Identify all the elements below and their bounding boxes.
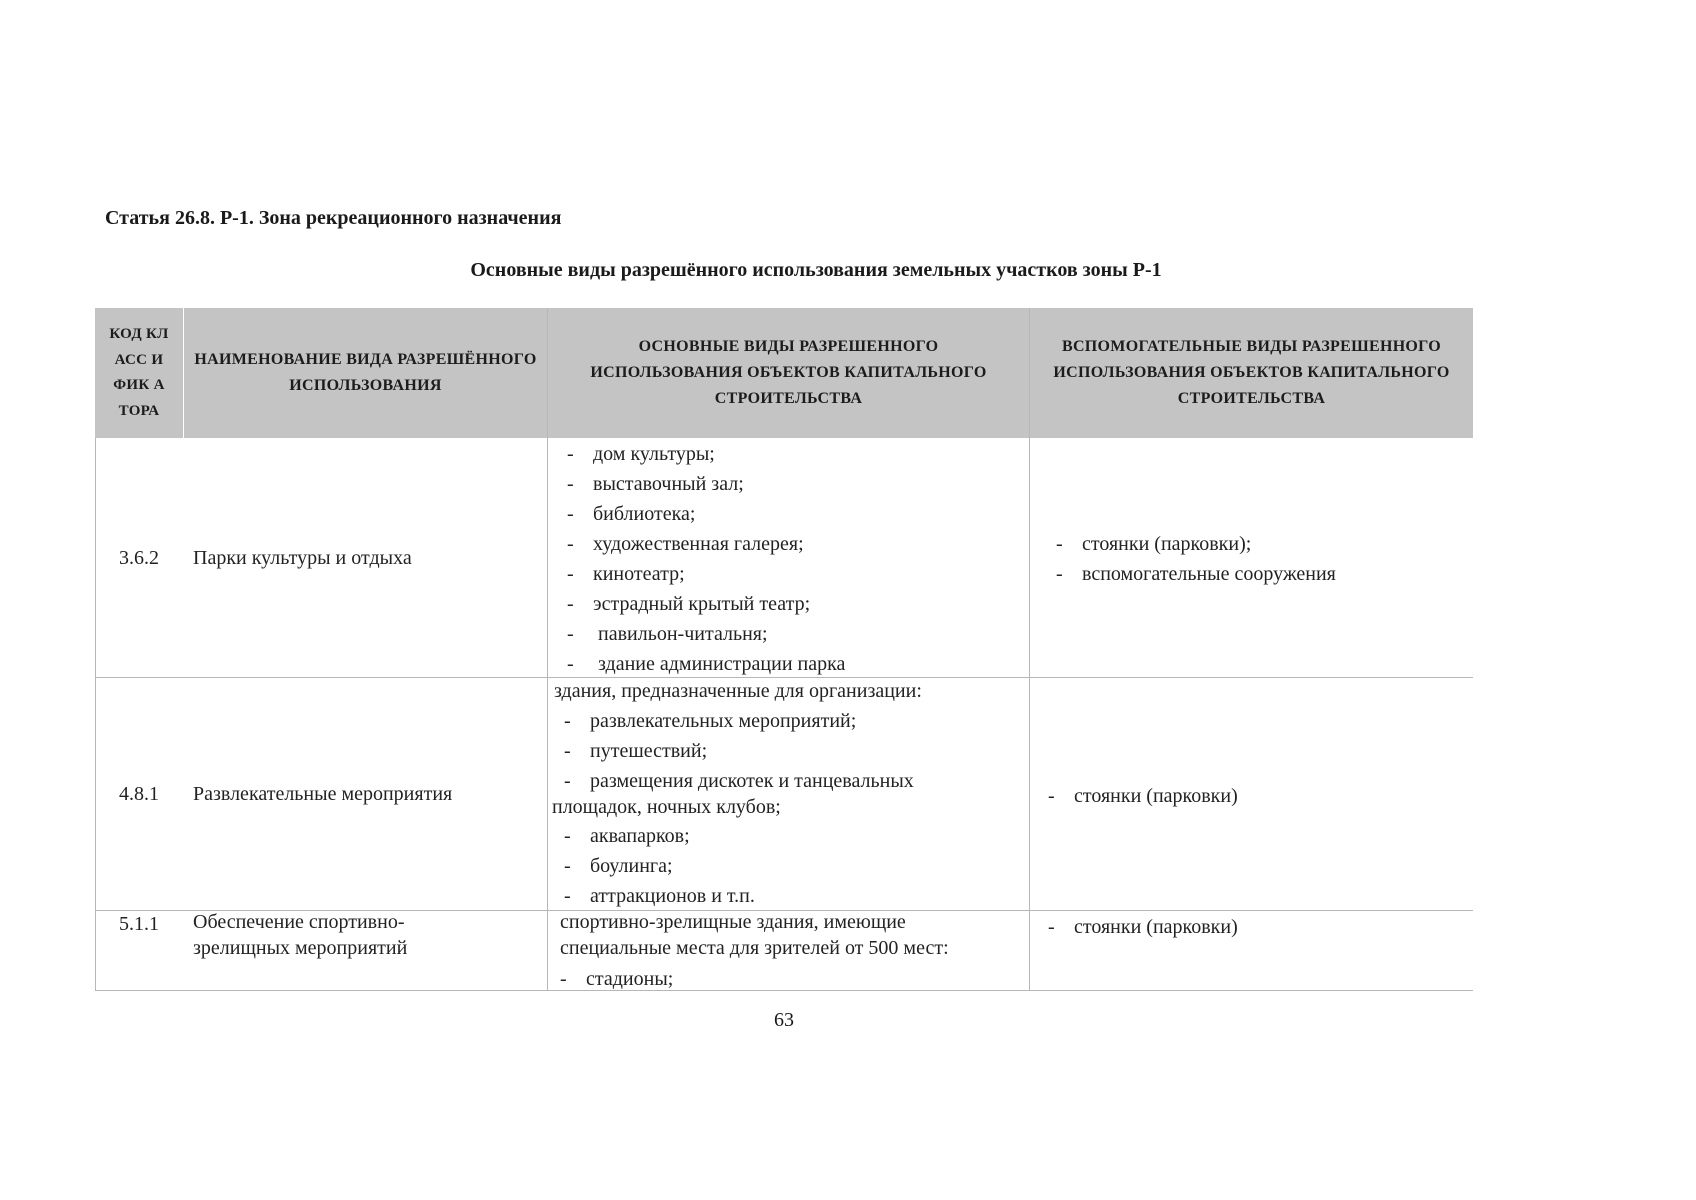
list-item: - выставочный зал; — [567, 469, 845, 499]
row-3-name — [193, 909, 407, 961]
list-item: - размещения дискотек и танцевальных — [564, 766, 914, 796]
row-2-aux-list — [1048, 781, 1238, 811]
row-3-code: 5.1.1 — [119, 913, 159, 935]
list-item: - боулинга; — [564, 851, 755, 881]
row-2-name: Развлекательные мероприятия — [193, 783, 453, 805]
list-item: - развлекательных мероприятий; — [564, 706, 914, 736]
list-item: - здание администрации парка — [567, 649, 845, 679]
row-3-name-line: зрелищных мероприятий — [193, 937, 408, 959]
header-code-cell — [95, 308, 183, 438]
list-item: - эстрадный крытый театр; — [567, 589, 845, 619]
row-1-code: 3.6.2 — [119, 547, 159, 569]
header-aux-cell — [1030, 308, 1473, 438]
list-item: - стоянки (парковки); — [1056, 529, 1336, 559]
table-border-bottom — [95, 990, 1473, 991]
table-caption: Основные виды разрешённого использования земельных участков зоны Р-1 — [470, 259, 1162, 281]
column-divider — [1029, 308, 1030, 991]
list-item: - библиотека; — [567, 499, 845, 529]
row-2-main-list-cont — [564, 821, 755, 911]
list-item: - художественная галерея; — [567, 529, 845, 559]
row-1-name: Парки культуры и отдыха — [193, 547, 412, 569]
row-3-main-list — [560, 964, 673, 994]
header-code-label: КОД КЛАСС ИФИК А ТОРА — [109, 326, 169, 419]
column-divider — [547, 308, 548, 991]
header-main-label: ОСНОВНЫЕ ВИДЫ РАЗРЕШЕННОГО ИСПОЛЬЗОВАНИЯ ОБЪЕКТОВ КАПИТАЛЬНОГО СТРОИТЕЛЬСТВА — [590, 338, 987, 407]
list-item: - стадионы; — [560, 964, 673, 994]
row-3-name-line: Обеспечение спортивно- — [193, 911, 405, 933]
row-1-aux-list — [1056, 529, 1336, 589]
row-3-main-intro — [560, 909, 949, 961]
list-item: - вспомогательные сооружения — [1056, 559, 1336, 589]
row-2-main-list — [564, 706, 914, 796]
list-item: - дом культуры; — [567, 439, 845, 469]
row-1-main-list — [567, 439, 845, 679]
header-name-cell — [184, 308, 547, 438]
header-aux-label: ВСПОМОГАТЕЛЬНЫЕ ВИДЫ РАЗРЕШЕННОГО ИСПОЛЬЗОВАНИЯ ОБЪЕКТОВ КАПИТАЛЬНОГО СТРОИТЕЛЬСТВА — [1053, 338, 1450, 407]
row-2-main-intro: здания, предназначенные для организации: — [554, 680, 922, 702]
page-number: 63 — [774, 1009, 794, 1031]
list-item: - стоянки (парковки) — [1048, 781, 1238, 811]
list-item: - павильон-читальня; — [567, 619, 845, 649]
list-item: - кинотеатр; — [567, 559, 845, 589]
row-3-main-intro-line: специальные места для зрителей от 500 мест: — [560, 937, 949, 959]
row-2-code: 4.8.1 — [119, 783, 159, 805]
row-3-aux-list — [1048, 912, 1238, 942]
header-main-cell — [548, 308, 1029, 438]
row-2-main-continuation: площадок, ночных клубов; — [552, 796, 781, 818]
row-3-main-intro-line: спортивно-зрелищные здания, имеющие — [560, 911, 906, 933]
list-item: - аттракционов и т.п. — [564, 881, 755, 911]
article-title: Статья 26.8. Р-1. Зона рекреационного назначения — [105, 207, 562, 229]
list-item: - стоянки (парковки) — [1048, 912, 1238, 942]
list-item: - аквапарков; — [564, 821, 755, 851]
header-name-label: НАИМЕНОВАНИЕ ВИДА РАЗРЕШЁННОГО ИСПОЛЬЗОВАНИЯ — [194, 351, 537, 394]
list-item: - путешествий; — [564, 736, 914, 766]
